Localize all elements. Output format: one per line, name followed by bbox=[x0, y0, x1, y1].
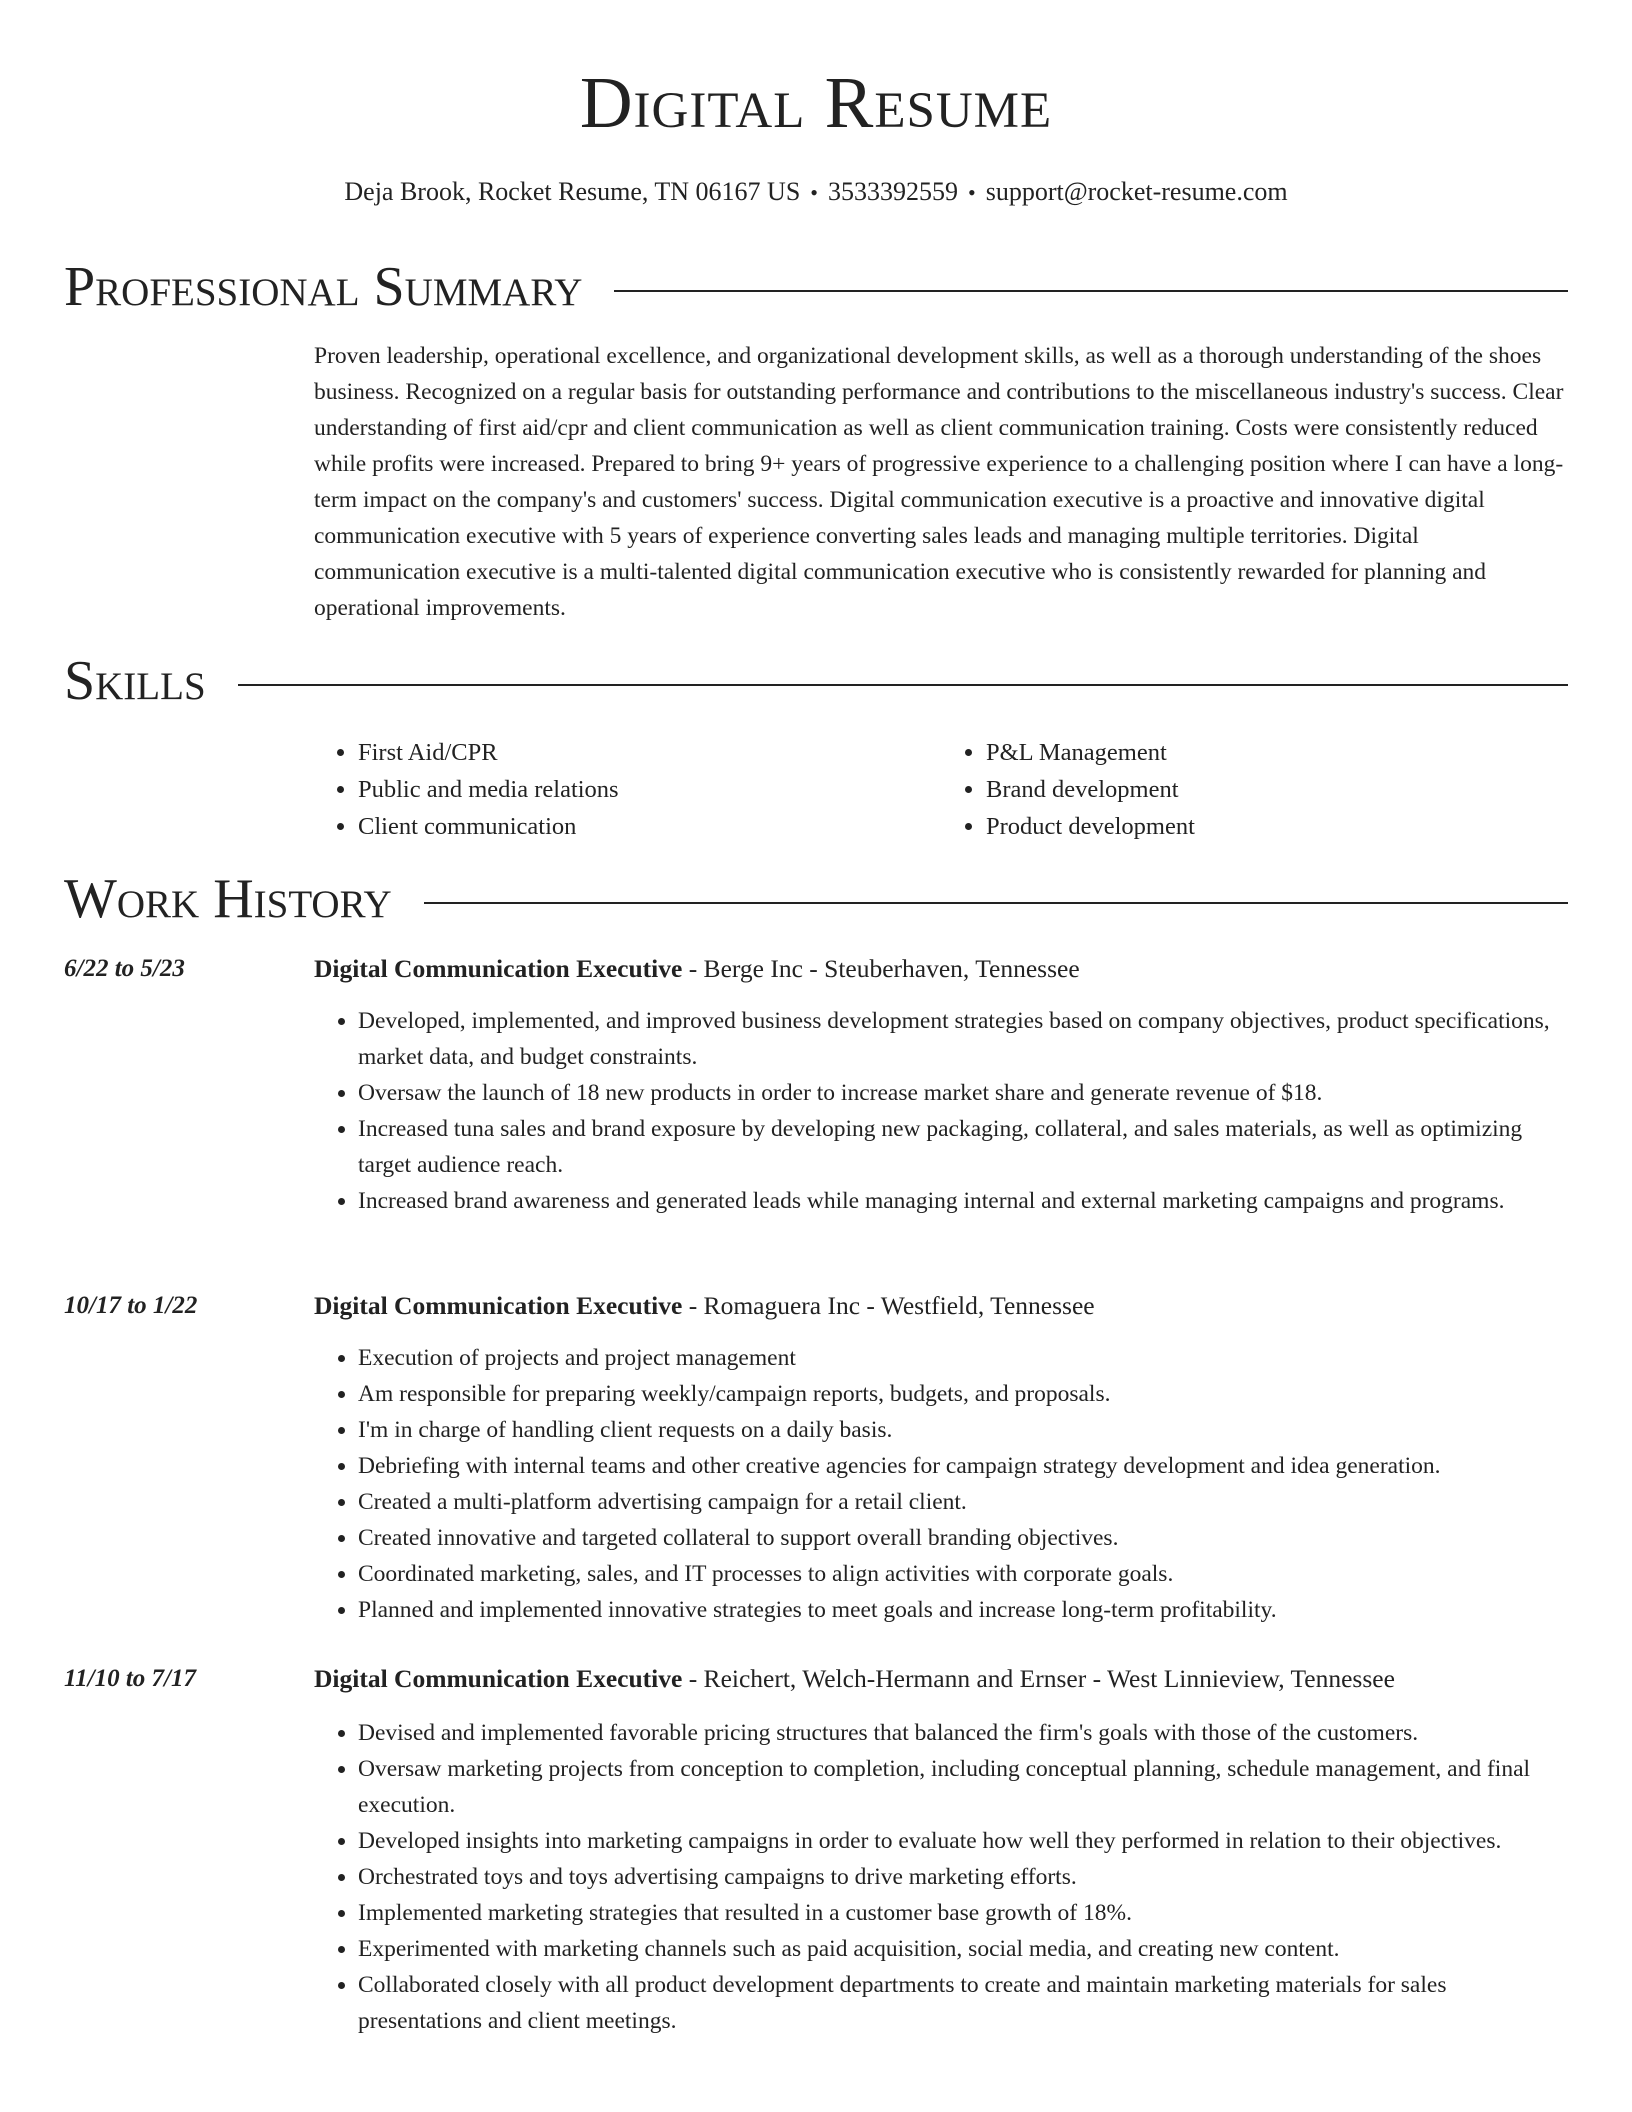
job-bullet: • Debriefing with internal teams and other creative agencies for campaign strategy development and idea generation. bbox=[358, 1448, 1570, 1484]
contact-separator: • bbox=[810, 180, 818, 205]
job-employer-location: - Reichert, Welch-Hermann and Ernser - West Linnieview, Tennessee bbox=[682, 1664, 1395, 1693]
skills-column-left bbox=[314, 734, 942, 845]
skill-item: • P&L Management bbox=[986, 734, 1570, 771]
work-history-header bbox=[64, 868, 1568, 930]
job-bullet: • Developed insights into marketing campaigns in order to evaluate how well they performed in relation to their objectives. bbox=[358, 1823, 1570, 1859]
contact-email: support@rocket-resume.com bbox=[985, 177, 1288, 206]
job-title: Digital Communication Executive bbox=[314, 954, 683, 983]
job-bullets bbox=[314, 1003, 1570, 1219]
job-heading bbox=[314, 951, 1080, 987]
section-divider bbox=[424, 902, 1568, 904]
job-bullet: • Orchestrated toys and toys advertising campaigns to drive marketing efforts. bbox=[358, 1859, 1570, 1895]
section-divider bbox=[238, 684, 1568, 686]
job-bullet: • Increased brand awareness and generated leads while managing internal and external marketing campaigns and programs. bbox=[358, 1183, 1570, 1219]
skill-item: • Client communication bbox=[358, 808, 942, 845]
job-bullet: • Devised and implemented favorable pricing structures that balanced the firm's goals with those of the customers. bbox=[358, 1715, 1570, 1751]
job-title: Digital Communication Executive bbox=[314, 1291, 683, 1320]
job-dates: 11/10 to 7/17 bbox=[64, 1665, 196, 1692]
skills-column-right bbox=[942, 734, 1570, 845]
job-bullet: • Increased tuna sales and brand exposure by developing new packaging, collateral, and sales materials, as well as optimizing target audience reach. bbox=[358, 1111, 1570, 1183]
job-bullet: • Created innovative and targeted collateral to support overall branding objectives. bbox=[358, 1520, 1570, 1556]
job-heading bbox=[314, 1288, 1095, 1324]
professional-summary-header bbox=[64, 256, 1568, 318]
skill-item: • Brand development bbox=[986, 771, 1570, 808]
job-bullet: • Planned and implemented innovative strategies to meet goals and increase long-term profitability. bbox=[358, 1592, 1570, 1628]
job-bullet: • Am responsible for preparing weekly/campaign reports, budgets, and proposals. bbox=[358, 1376, 1570, 1412]
skill-item: • Public and media relations bbox=[358, 771, 942, 808]
job-dates: 6/22 to 5/23 bbox=[64, 955, 185, 982]
job-bullet: • I'm in charge of handling client requests on a daily basis. bbox=[358, 1412, 1570, 1448]
job-bullets bbox=[314, 1340, 1570, 1628]
job-bullet: • Created a multi-platform advertising campaign for a retail client. bbox=[358, 1484, 1570, 1520]
job-bullet: • Collaborated closely with all product development departments to create and maintain marketing materials for sales presentations and client meetings. bbox=[358, 1967, 1570, 2039]
skills-list bbox=[314, 734, 1570, 845]
skill-item: • First Aid/CPR bbox=[358, 734, 942, 771]
job-bullet: • Developed, implemented, and improved business development strategies based on company objectives, product specifications, market data, and budget constraints. bbox=[358, 1003, 1570, 1075]
section-divider bbox=[614, 290, 1568, 292]
job-bullet: • Execution of projects and project management bbox=[358, 1340, 1570, 1376]
job-dates: 10/17 to 1/22 bbox=[64, 1292, 198, 1319]
contact-address: Deja Brook, Rocket Resume, TN 06167 US bbox=[344, 177, 801, 206]
job-bullet: • Oversaw the launch of 18 new products in order to increase market share and generate revenue of $18. bbox=[358, 1075, 1570, 1111]
resume-title: Digital Resume bbox=[579, 62, 1053, 143]
skills-header bbox=[64, 650, 1568, 712]
job-title: Digital Communication Executive bbox=[314, 1664, 683, 1693]
contact-line bbox=[0, 175, 1632, 210]
contact-separator: • bbox=[968, 180, 976, 205]
job-bullet: • Implemented marketing strategies that resulted in a customer base growth of 18%. bbox=[358, 1895, 1570, 1931]
professional-summary-text: Proven leadership, operational excellence, and organizational development skills, as well as a thorough understanding of the shoes business. Recognized on a regular basis for outstanding performance and contributions to the miscellaneous industry's success. Clear understanding of first aid/cpr and client communication as well as client communication training. Costs were consistently reduced while profits were increased. Prepared to bring 9+ years of progressive experience to a challenging position where I can have a long-term impact on the company's and customers' success. Digital communication executive is a proactive and innovative digital communication executive with 5 years of experience converting sales leads and managing multiple territories. Digital communication executive is a multi-talented digital communication executive who is consistently rewarded for planning and operational improvements. bbox=[314, 343, 1564, 621]
job-employer-location: - Romaguera Inc - Westfield, Tennessee bbox=[682, 1291, 1095, 1320]
work-history-heading: Work History bbox=[64, 868, 392, 930]
contact-phone: 3533392559 bbox=[828, 177, 958, 206]
job-bullet: • Oversaw marketing projects from conception to completion, including conceptual planning, schedule management, and final execution. bbox=[358, 1751, 1570, 1823]
skill-item: • Product development bbox=[986, 808, 1570, 845]
job-bullets bbox=[314, 1715, 1570, 2039]
job-employer-location: - Berge Inc - Steuberhaven, Tennessee bbox=[682, 954, 1080, 983]
job-heading bbox=[314, 1661, 1395, 1697]
skills-heading: Skills bbox=[64, 650, 206, 712]
job-bullet: • Experimented with marketing channels such as paid acquisition, social media, and creating new content. bbox=[358, 1931, 1570, 1967]
professional-summary-heading: Professional Summary bbox=[64, 256, 583, 318]
job-bullet: • Coordinated marketing, sales, and IT processes to align activities with corporate goals. bbox=[358, 1556, 1570, 1592]
